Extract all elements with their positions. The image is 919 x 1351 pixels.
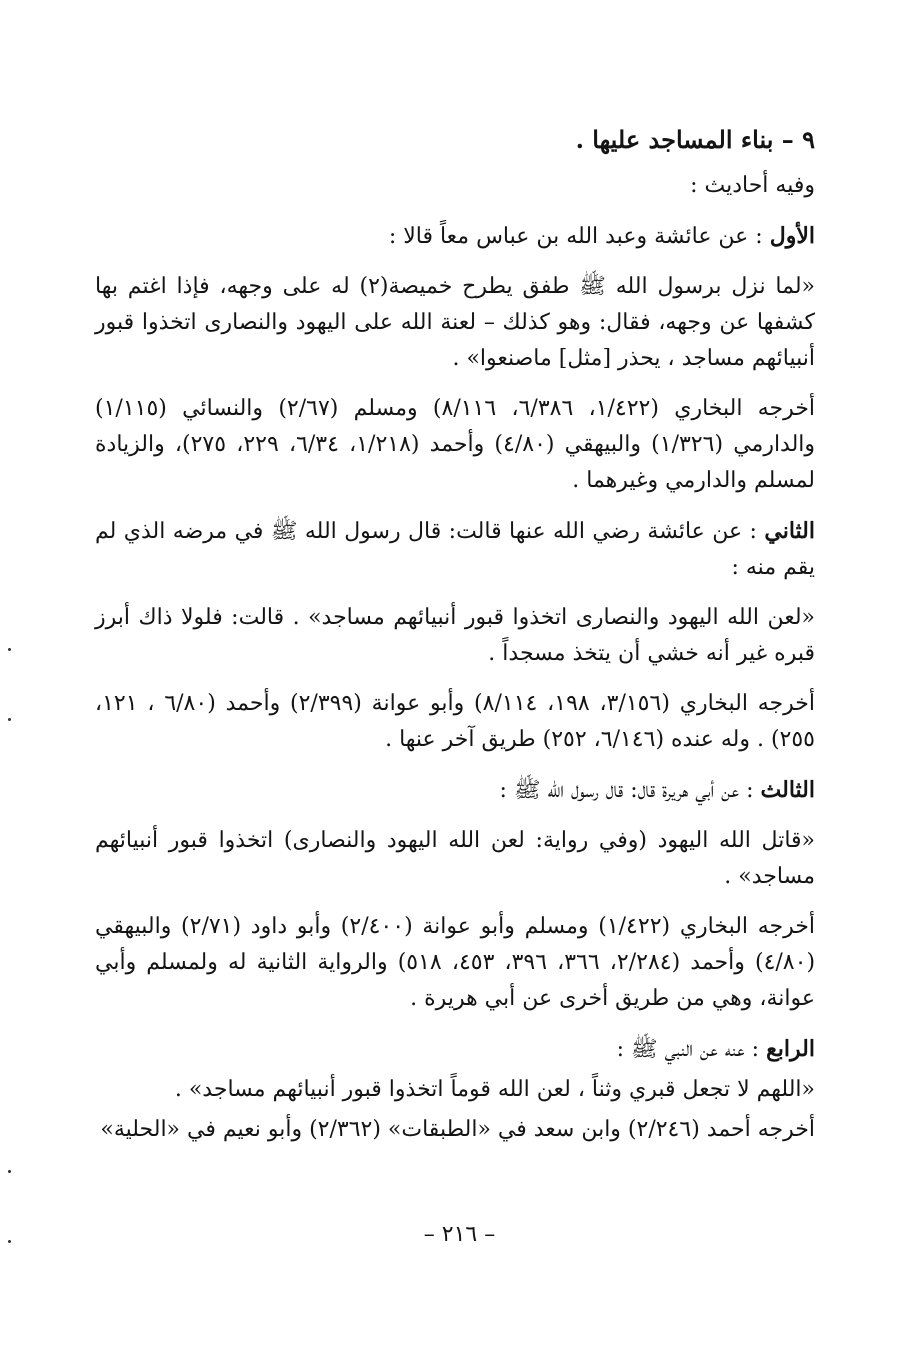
hadith-2-label: الثاني <box>764 518 815 544</box>
hadith-2-text: «لعن الله اليهود والنصارى اتخذوا قبور أنبيائهم مساجد» . قالت: فلولا ذاك أبرز قبره غير أنه خشي أن يتخذ مسجداً . <box>95 605 815 666</box>
hadith-4-header <box>95 1031 815 1068</box>
hadith-1-takhrij: أخرجه البخاري (١/٤٢٢، ٦/٣٨٦، ٨/١١٦) ومسلم (٢/٦٧) والنسائي (١/١١٥) والدارمي (١/٣٢٦) والبيهقي (٤/٨٠) وأحمد (١/٢١٨، ٦/٣٤، ٢٢٩، ٢٧٥)، والزيادة لمسلم والدارمي وغيرهما . <box>95 396 816 493</box>
scan-speck <box>8 648 11 651</box>
hadith-2-lead: : عن عائشة رضي الله عنها قالت: قال رسول الله ﷺ في مرضه الذي لم يقم منه : <box>95 519 815 580</box>
hadith-4-label: الرابع <box>766 1036 815 1062</box>
page-body <box>95 118 815 1162</box>
hadith-4-takhrij: أخرجه أحمد (٢/٢٤٦) وابن سعد في «الطبقات» (٢/٣٦٢) وأبو نعيم في «الحلية» <box>100 1117 815 1142</box>
intro-line: وفيه أحاديث : <box>690 173 815 198</box>
hadith-1-header <box>95 218 815 255</box>
hadith-3-header <box>95 772 815 809</box>
page-number: – ٢١٦ – <box>423 1222 496 1247</box>
hadith-3-lead: : عن أبي هريرة قال: قال رسول الله ﷺ : <box>499 778 761 803</box>
hadith-1-text: «لما نزل برسول الله ﷺ طفق يطرح خميصة(٢) له على وجهه، فإذا اغتم بها كشفها عن وجهه، فقال: وهو كذلك – لعنة الله على اليهود والنصارى اتخذوا قبور أنبيائهم مساجد ، يحذر [مثل] ماصنعوا» . <box>95 274 815 371</box>
hadith-3-text: «قاتل الله اليهود (وفي رواية: لعن الله اليهود والنصارى) اتخذوا قبور أنبيائهم مساجد» . <box>95 828 815 889</box>
scan-speck <box>8 1170 11 1173</box>
hadith-4-text: «اللهم لا تجعل قبري وثناً ، لعن الله قوماً اتخذوا قبور أنبيائهم مساجد» . <box>174 1077 815 1102</box>
hadith-1-lead: : عن عائشة وعبد الله بن عباس معاً قالا : <box>388 224 770 249</box>
hadith-3-label: الثالث <box>760 777 815 803</box>
section-heading: ٩ – بناء المساجد عليها . <box>575 125 815 154</box>
hadith-3-takhrij: أخرجه البخاري (١/٤٢٢) ومسلم وأبو عوانة (٢/٤٠٠) وأبو داود (٢/٧١) والبيهقي (٤/٨٠) وأحمد (٢/٢٨٤، ٣٦٦، ٣٩٦، ٤٥٣، ٥١٨) والرواية الثانية له ولمسلم وأبي عوانة، وهي من طريق أخرى عن أبي هريرة . <box>95 914 816 1011</box>
hadith-2-takhrij: أخرجه البخاري (٣/١٥٦، ١٩٨، ٨/١١٤) وأبو عوانة (٢/٣٩٩) وأحمد (٦/٨٠ ، ١٢١، ٢٥٥) . وله عنده (٦/١٤٦، ٢٥٢) طريق آخر عنها . <box>95 691 815 752</box>
scan-speck <box>8 1240 11 1243</box>
hadith-2-header <box>95 513 815 586</box>
hadith-4-lead: : عنه عن النبي ﷺ : <box>616 1037 767 1062</box>
scan-speck <box>8 718 11 721</box>
hadith-1-label: الأول <box>769 223 815 249</box>
